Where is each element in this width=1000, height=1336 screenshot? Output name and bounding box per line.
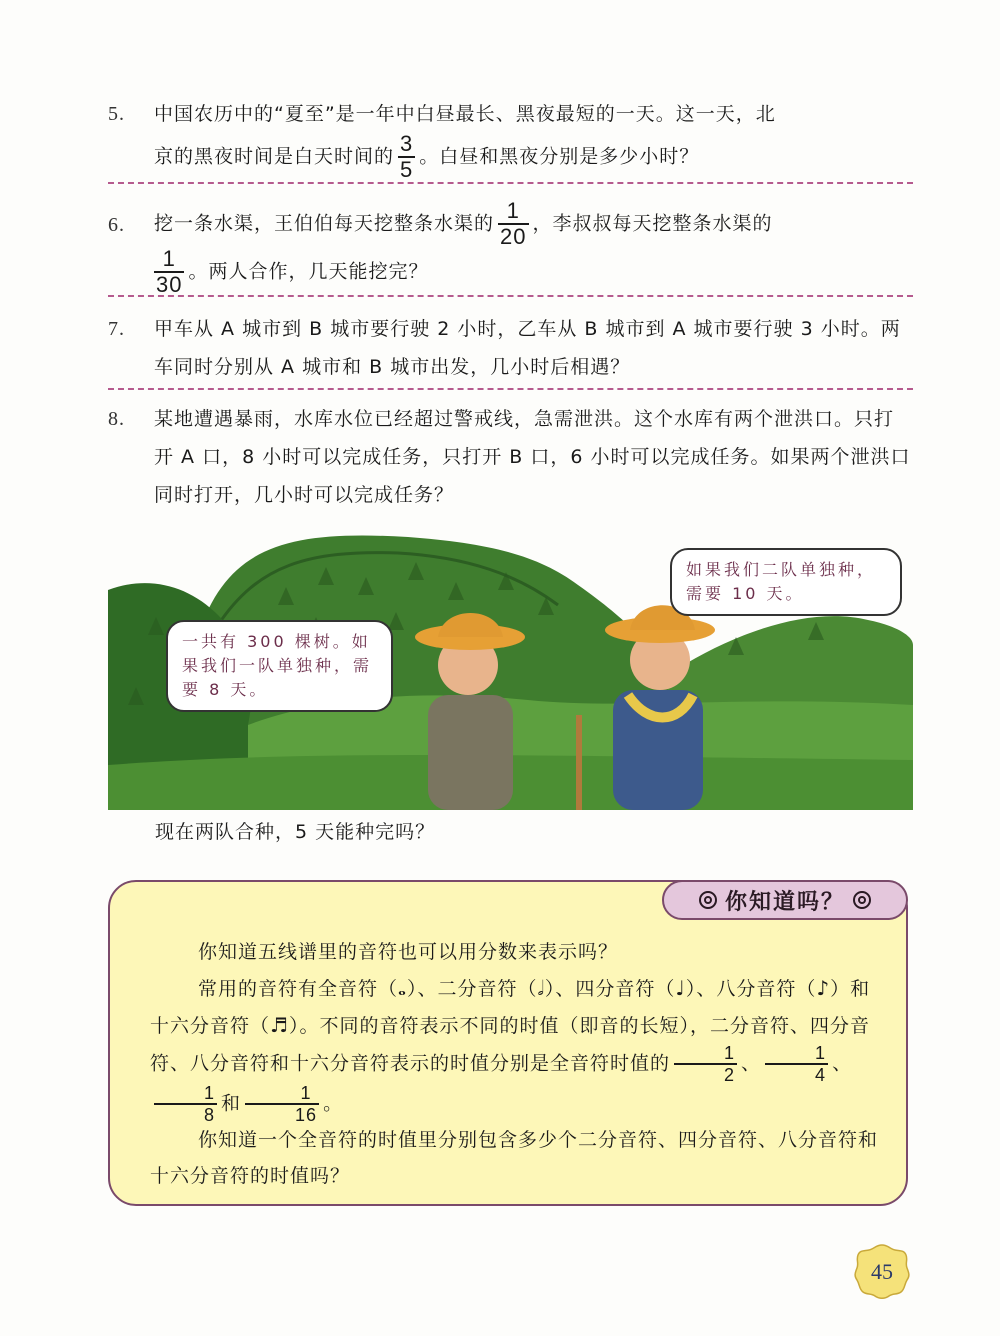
separator-line xyxy=(108,182,913,184)
info-text: ）、二分音符（ xyxy=(406,978,538,1000)
info-text: ）、四分音符（ xyxy=(544,978,676,1000)
problem-5 xyxy=(108,95,913,181)
whole-note-icon: 𝅝 xyxy=(398,976,407,1000)
numerator: 1 xyxy=(300,1083,312,1103)
info-text: ）、八分音符（ xyxy=(685,978,817,1000)
problem-text xyxy=(154,95,913,181)
ring-icon xyxy=(853,891,871,909)
speech-bubble-right: 如果我们二队单独种，需要 10 天。 xyxy=(670,548,902,616)
fraction xyxy=(674,1044,737,1084)
problem-text-segment: 。两人合作，几天能挖完？ xyxy=(188,260,429,283)
info-paragraph xyxy=(150,934,890,970)
fraction xyxy=(245,1084,319,1124)
info-text: 、 xyxy=(741,1052,762,1075)
did-you-know-title-text: 你知道吗？ xyxy=(724,889,845,915)
did-you-know-box xyxy=(108,880,908,1206)
ring-icon xyxy=(699,891,717,909)
separator-line xyxy=(108,295,913,297)
info-text: 。 xyxy=(323,1092,344,1115)
problem-text: 某地遭遇暴雨，水库水位已经超过警戒线，急需泄洪。这个水库有两个泄洪口。只打开 A 口，8 小时可以完成任务，只打开 B 口，6 小时可以完成任务。如果两个泄洪口同时打开，几小时可以完成任务？ xyxy=(154,408,911,506)
problem-9-question: 现在两队合种，5 天能种完吗？ xyxy=(155,821,436,843)
denominator: 5 xyxy=(400,157,414,182)
info-paragraph xyxy=(150,1122,890,1194)
info-text: ）和十六分音符（ xyxy=(150,978,871,1037)
numerator: 1 xyxy=(162,246,176,271)
half-note-icon: 𝅗𝅥 xyxy=(537,976,545,1000)
info-text: 和 xyxy=(221,1092,242,1115)
quarter-note-icon: ♩ xyxy=(675,976,686,1000)
problem-text-segment: 。白昼和黑夜分别是多少小时？ xyxy=(419,145,700,168)
denominator: 8 xyxy=(154,1103,217,1124)
fraction xyxy=(765,1044,828,1084)
info-text: 、 xyxy=(832,1052,853,1075)
separator-line xyxy=(108,388,913,390)
problem-text: 甲车从 A 城市到 B 城市要行驶 2 小时，乙车从 B 城市到 A 城市要行驶 3 小时。两车同时分别从 A 城市和 B 城市出发，几小时后相遇？ xyxy=(154,318,901,378)
numerator: 3 xyxy=(400,131,414,156)
denominator: 4 xyxy=(765,1063,828,1084)
problem-text-segment: 挖一条水渠，王伯伯每天挖整条水渠的 xyxy=(154,212,495,235)
numerator: 1 xyxy=(204,1083,216,1103)
problem-6 xyxy=(108,200,913,296)
eighth-note-icon: ♪ xyxy=(816,976,831,1000)
problem-number: 8. xyxy=(108,408,125,430)
page-number-text: 45 xyxy=(871,1259,893,1284)
info-text: ）。不同的音符表示不同的时值（即音的长短），二分音符、四分音符、八分音符和十六分音符表示的时值分别是全音符时值的 xyxy=(150,1015,870,1075)
info-paragraph xyxy=(150,970,890,1124)
numerator: 1 xyxy=(815,1043,827,1063)
problem-number: 5. xyxy=(108,103,125,125)
denominator: 30 xyxy=(156,272,183,297)
fraction xyxy=(154,248,184,296)
problem-number: 7. xyxy=(108,318,125,340)
problem-text-segment: 京的黑夜时间是白天时间的 xyxy=(154,145,395,168)
problem-number: 6. xyxy=(108,214,125,236)
info-text: 你知道五线谱里的音符也可以用分数来表示吗？ xyxy=(198,941,619,963)
problem-8 xyxy=(108,400,913,514)
did-you-know-title xyxy=(662,880,908,920)
illustration-farmers-planting-trees xyxy=(108,525,913,810)
problem-7 xyxy=(108,310,913,386)
speech-bubble-left: 一共有 300 棵树。如果我们一队单独种，需要 8 天。 xyxy=(166,620,393,712)
fraction xyxy=(154,1084,217,1124)
info-text: 你知道一个全音符的时值里分别包含多少个二分音符、四分音符、八分音符和十六分音符的时值吗？ xyxy=(150,1129,879,1187)
numerator: 1 xyxy=(506,198,520,223)
info-text: 常用的音符有全音符（ xyxy=(198,978,399,1000)
fraction xyxy=(398,133,415,181)
denominator: 16 xyxy=(245,1103,319,1124)
numerator: 1 xyxy=(724,1043,736,1063)
farmer-right xyxy=(605,605,715,810)
problem-text-line: 中国农历中的“夏至”是一年中白昼最长、黑夜最短的一天。这一天，北 xyxy=(154,103,776,125)
page-number xyxy=(852,1242,912,1302)
denominator: 2 xyxy=(674,1063,737,1084)
sixteenth-note-icon: ♬ xyxy=(270,1013,289,1037)
problem-text xyxy=(154,200,913,296)
denominator: 20 xyxy=(500,224,527,249)
fraction xyxy=(498,200,528,248)
problem-text-segment: ，李叔叔每天挖整条水渠的 xyxy=(532,212,773,235)
